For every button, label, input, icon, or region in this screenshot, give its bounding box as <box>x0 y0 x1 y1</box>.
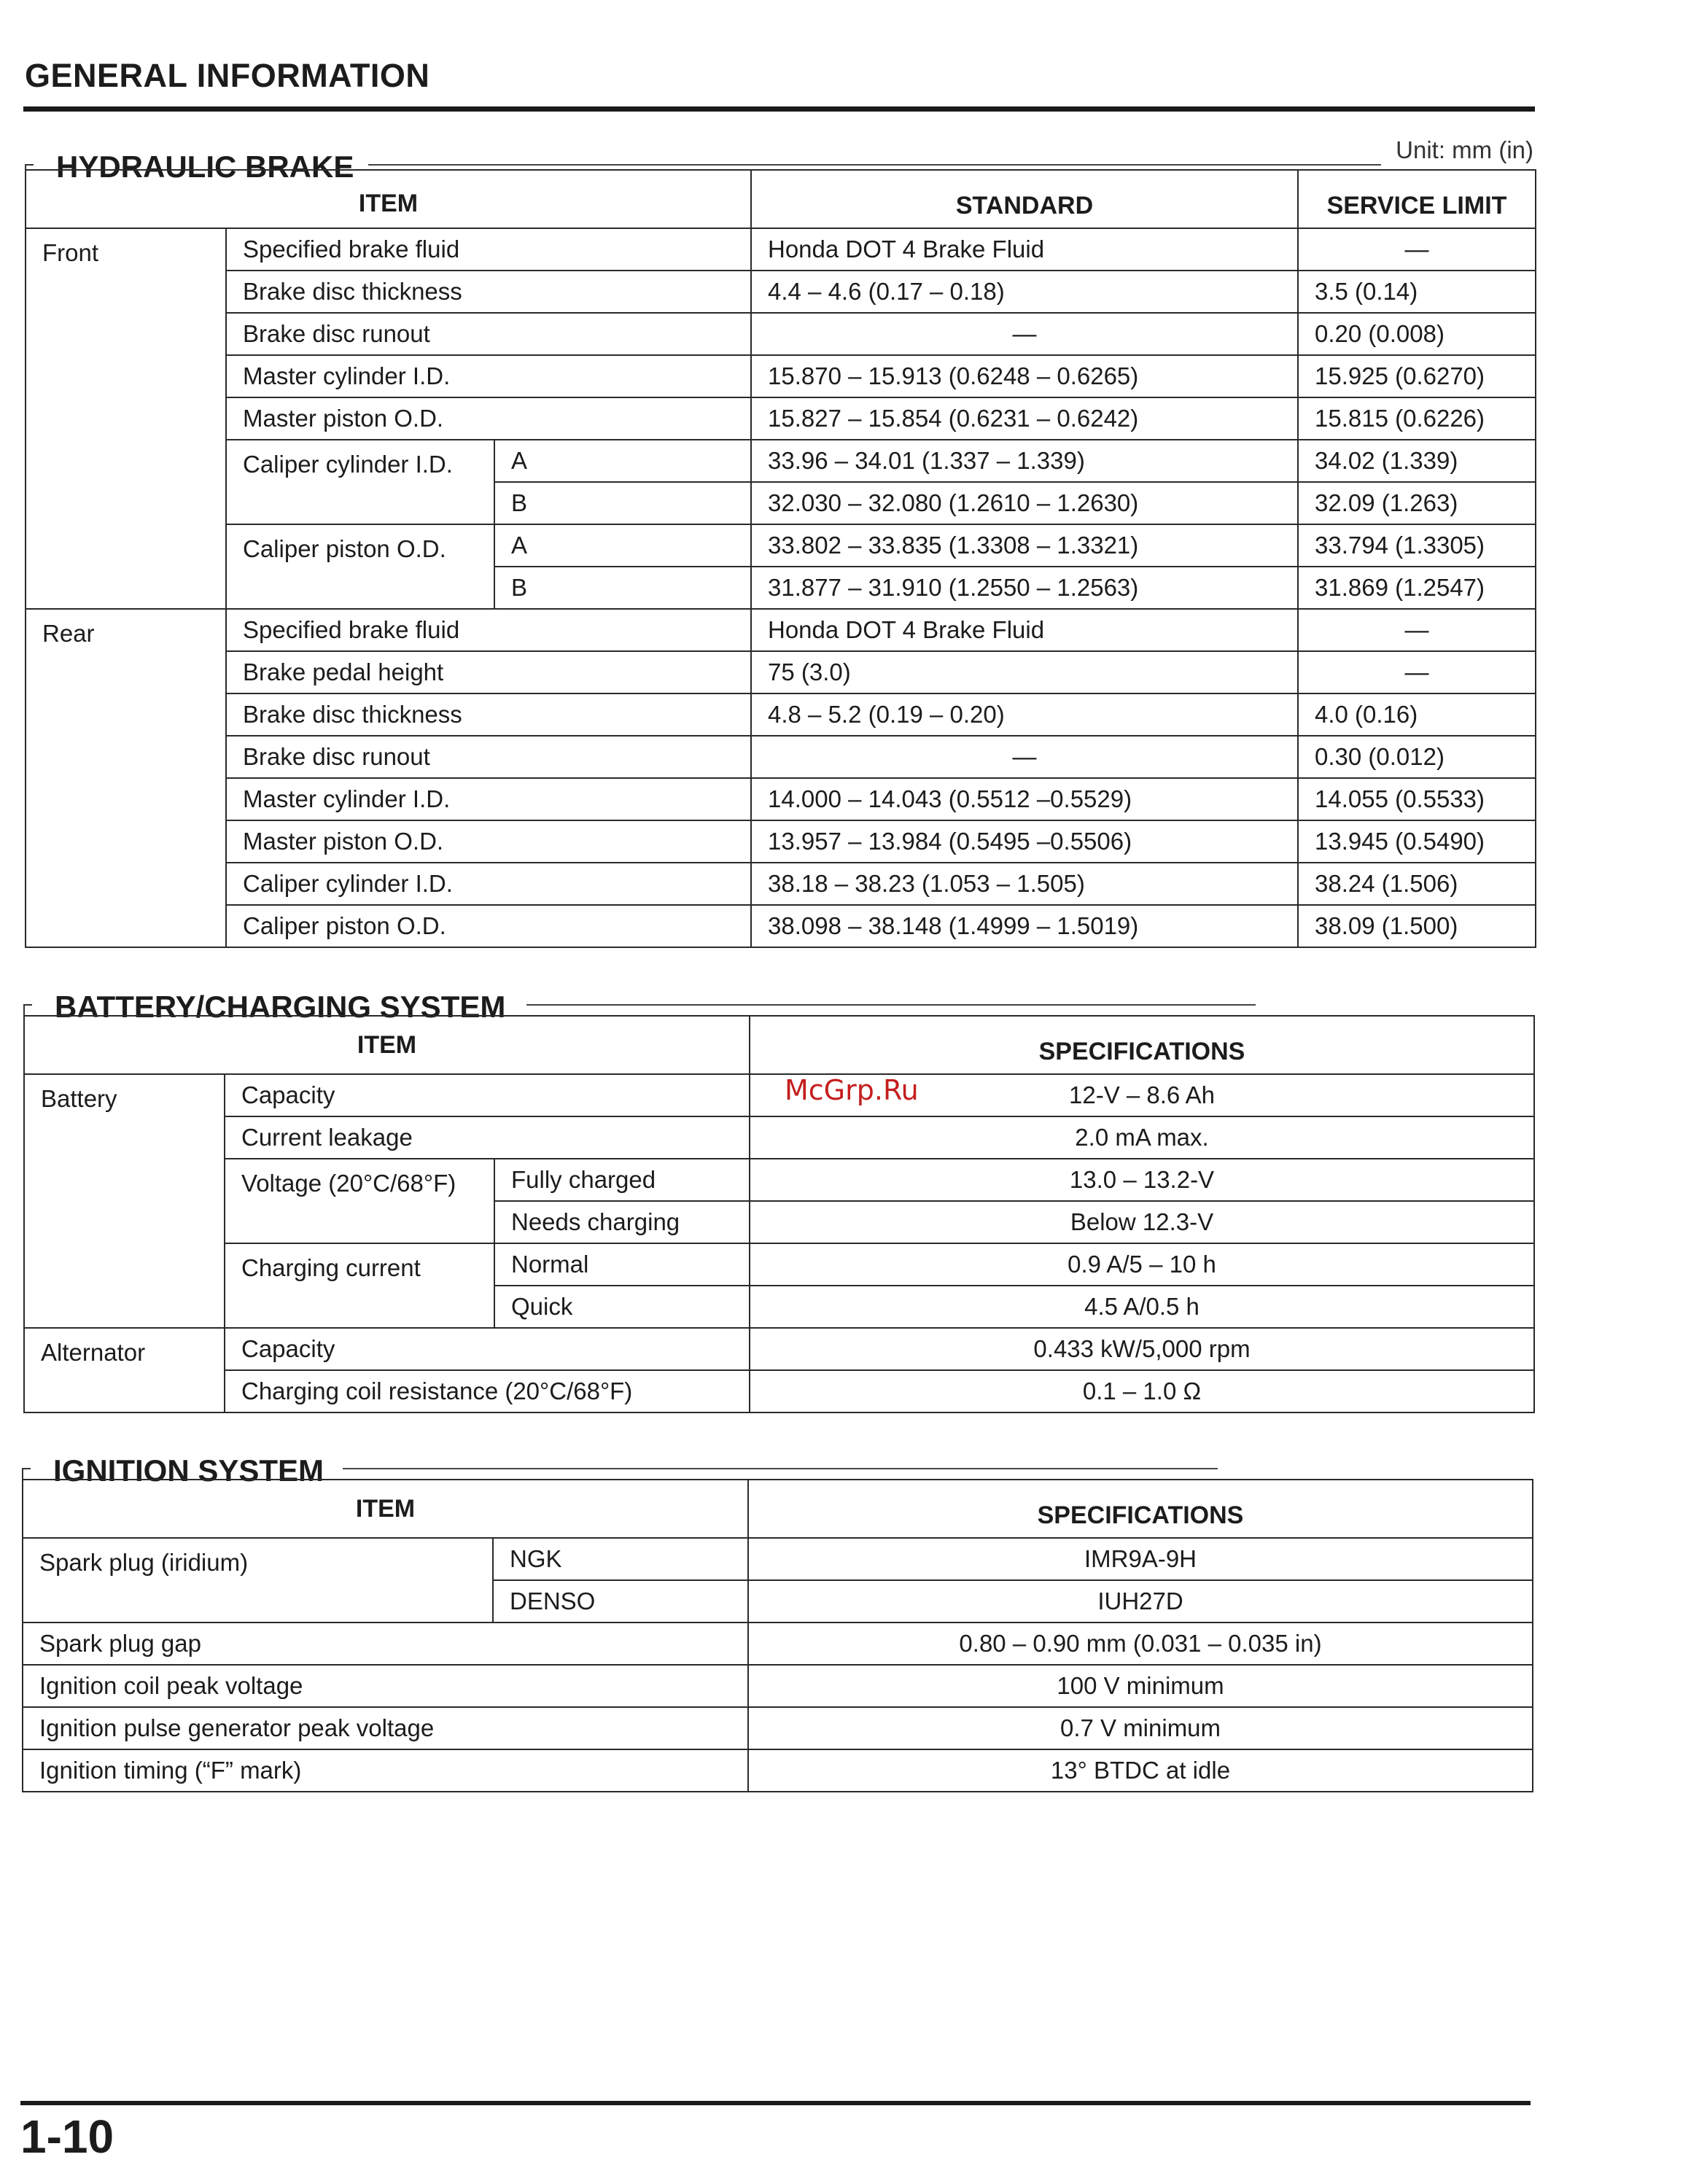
table-row <box>26 693 1536 736</box>
limit-cell: 14.055 (0.5533) <box>1298 778 1536 820</box>
table-row <box>24 1243 1534 1286</box>
sub-item-cell: A <box>494 440 751 482</box>
sub-item-cell: A <box>494 524 751 567</box>
spec-cell: 0.1 – 1.0 Ω <box>750 1370 1534 1412</box>
table-row <box>23 1538 1533 1580</box>
ignition-title: IGNITION SYSTEM <box>53 1453 338 1488</box>
col-standard-header: STANDARD <box>751 170 1298 228</box>
item-cell: Brake disc runout <box>226 736 751 778</box>
sub-item-cell: B <box>494 567 751 609</box>
unit-note: Unit: mm (in) <box>1396 136 1533 163</box>
spec-cell: 2.0 mA max. <box>750 1116 1534 1159</box>
standard-cell: Honda DOT 4 Brake Fluid <box>751 609 1298 651</box>
standard-cell: 38.098 – 38.148 (1.4999 – 1.5019) <box>751 905 1298 947</box>
title-rule <box>23 106 1535 112</box>
limit-cell: 15.925 (0.6270) <box>1298 355 1536 397</box>
spec-cell: 0.80 – 0.90 mm (0.031 – 0.035 in) <box>748 1623 1533 1665</box>
page-number: 1-10 <box>20 2110 114 2163</box>
col-item-header: ITEM <box>24 1016 750 1074</box>
sub-item-cell: Quick <box>494 1286 750 1328</box>
table-row <box>26 778 1536 820</box>
col-specifications-header: SPECIFICATIONS <box>750 1016 1534 1074</box>
col-item-header: ITEM <box>23 1480 748 1538</box>
standard-cell: 75 (3.0) <box>751 651 1298 693</box>
table-row <box>26 440 1536 482</box>
item-cell: Caliper cylinder I.D. <box>226 440 494 524</box>
table-row <box>26 820 1536 863</box>
table-row <box>24 1116 1534 1159</box>
item-cell: Caliper piston O.D. <box>226 905 751 947</box>
table-row <box>26 355 1536 397</box>
standard-cell: 14.000 – 14.043 (0.5512 –0.5529) <box>751 778 1298 820</box>
group-label-battery: Battery <box>24 1074 225 1328</box>
table-row <box>23 1665 1533 1707</box>
ignition-table <box>22 1479 1533 1792</box>
hydraulic-brake-table <box>25 169 1536 948</box>
table-row <box>26 524 1536 567</box>
spec-cell: 0.433 kW/5,000 rpm <box>750 1328 1534 1370</box>
item-cell: Spark plug (iridium) <box>23 1538 493 1623</box>
item-cell: Specified brake fluid <box>226 228 751 271</box>
item-cell: Ignition timing (“F” mark) <box>23 1749 748 1792</box>
group-label-front: Front <box>26 228 226 609</box>
item-cell: Brake disc thickness <box>226 693 751 736</box>
limit-cell: — <box>1298 651 1536 693</box>
standard-cell: 15.827 – 15.854 (0.6231 – 0.6242) <box>751 397 1298 440</box>
col-item-header: ITEM <box>26 170 751 228</box>
standard-cell: — <box>751 736 1298 778</box>
spec-cell: 12-V – 8.6 Ah <box>750 1074 1534 1116</box>
group-label-rear: Rear <box>26 609 226 947</box>
table-row <box>24 1159 1534 1201</box>
table-header-row <box>23 1480 1533 1538</box>
spec-cell: 13.0 – 13.2-V <box>750 1159 1534 1201</box>
item-cell: Master cylinder I.D. <box>226 778 751 820</box>
spec-cell: 0.7 V minimum <box>748 1707 1533 1749</box>
spec-cell: 4.5 A/0.5 h <box>750 1286 1534 1328</box>
limit-cell: — <box>1298 228 1536 271</box>
standard-cell: 13.957 – 13.984 (0.5495 –0.5506) <box>751 820 1298 863</box>
table-row <box>26 736 1536 778</box>
sub-item-cell: Normal <box>494 1243 750 1286</box>
item-cell: Brake disc runout <box>226 313 751 355</box>
item-cell: Caliper cylinder I.D. <box>226 863 751 905</box>
standard-cell: 33.802 – 33.835 (1.3308 – 1.3321) <box>751 524 1298 567</box>
item-cell: Capacity <box>225 1074 750 1116</box>
standard-cell: 31.877 – 31.910 (1.2550 – 1.2563) <box>751 567 1298 609</box>
spec-cell: IUH27D <box>748 1580 1533 1623</box>
table-row <box>23 1749 1533 1792</box>
standard-cell: — <box>751 313 1298 355</box>
sub-item-cell: DENSO <box>493 1580 748 1623</box>
limit-cell: 32.09 (1.263) <box>1298 482 1536 524</box>
item-cell: Current leakage <box>225 1116 750 1159</box>
standard-cell: 4.8 – 5.2 (0.19 – 0.20) <box>751 693 1298 736</box>
table-header-row <box>26 170 1536 228</box>
footer-rule <box>20 2101 1531 2105</box>
item-cell: Charging coil resistance (20°C/68°F) <box>225 1370 750 1412</box>
battery-table <box>23 1015 1535 1413</box>
group-label-alternator: Alternator <box>24 1328 225 1412</box>
limit-cell: 4.0 (0.16) <box>1298 693 1536 736</box>
sub-item-cell: NGK <box>493 1538 748 1580</box>
item-cell: Capacity <box>225 1328 750 1370</box>
item-cell: Brake disc thickness <box>226 271 751 313</box>
table-row <box>23 1623 1533 1665</box>
col-specifications-header: SPECIFICATIONS <box>748 1480 1533 1538</box>
hydraulic-brake-title: HYDRAULIC BRAKE <box>56 149 368 184</box>
limit-cell: 3.5 (0.14) <box>1298 271 1536 313</box>
col-service-limit-header: SERVICE LIMIT <box>1298 170 1536 228</box>
limit-cell: 0.20 (0.008) <box>1298 313 1536 355</box>
table-row <box>26 863 1536 905</box>
table-row <box>24 1074 1534 1116</box>
spec-cell: IMR9A-9H <box>748 1538 1533 1580</box>
limit-cell: 38.24 (1.506) <box>1298 863 1536 905</box>
table-row <box>26 905 1536 947</box>
table-row <box>26 313 1536 355</box>
limit-cell: — <box>1298 609 1536 651</box>
item-cell: Specified brake fluid <box>226 609 751 651</box>
standard-cell: Honda DOT 4 Brake Fluid <box>751 228 1298 271</box>
limit-cell: 13.945 (0.5490) <box>1298 820 1536 863</box>
standard-cell: 4.4 – 4.6 (0.17 – 0.18) <box>751 271 1298 313</box>
table-row <box>26 228 1536 271</box>
item-cell: Ignition coil peak voltage <box>23 1665 748 1707</box>
item-cell: Master cylinder I.D. <box>226 355 751 397</box>
standard-cell: 33.96 – 34.01 (1.337 – 1.339) <box>751 440 1298 482</box>
sub-item-cell: B <box>494 482 751 524</box>
watermark: McGrp.Ru <box>785 1074 919 1106</box>
table-header-row <box>24 1016 1534 1074</box>
limit-cell: 0.30 (0.012) <box>1298 736 1536 778</box>
limit-cell: 15.815 (0.6226) <box>1298 397 1536 440</box>
item-cell: Master piston O.D. <box>226 820 751 863</box>
battery-title: BATTERY/CHARGING SYSTEM <box>55 990 520 1025</box>
table-row <box>26 651 1536 693</box>
spec-cell: 13° BTDC at idle <box>748 1749 1533 1792</box>
spec-cell: 100 V minimum <box>748 1665 1533 1707</box>
item-cell: Master piston O.D. <box>226 397 751 440</box>
item-cell: Charging current <box>225 1243 494 1328</box>
limit-cell: 34.02 (1.339) <box>1298 440 1536 482</box>
standard-cell: 15.870 – 15.913 (0.6248 – 0.6265) <box>751 355 1298 397</box>
limit-cell: 38.09 (1.500) <box>1298 905 1536 947</box>
table-row <box>26 609 1536 651</box>
item-cell: Brake pedal height <box>226 651 751 693</box>
page-title: GENERAL INFORMATION <box>25 57 430 94</box>
limit-cell: 31.869 (1.2547) <box>1298 567 1536 609</box>
spec-cell: 0.9 A/5 – 10 h <box>750 1243 1534 1286</box>
spec-cell: Below 12.3-V <box>750 1201 1534 1243</box>
sub-item-cell: Fully charged <box>494 1159 750 1201</box>
item-cell: Ignition pulse generator peak voltage <box>23 1707 748 1749</box>
table-row <box>24 1370 1534 1412</box>
sub-item-cell: Needs charging <box>494 1201 750 1243</box>
table-row <box>26 397 1536 440</box>
item-cell: Spark plug gap <box>23 1623 748 1665</box>
table-row <box>23 1707 1533 1749</box>
item-cell: Voltage (20°C/68°F) <box>225 1159 494 1243</box>
standard-cell: 32.030 – 32.080 (1.2610 – 1.2630) <box>751 482 1298 524</box>
table-row <box>24 1328 1534 1370</box>
standard-cell: 38.18 – 38.23 (1.053 – 1.505) <box>751 863 1298 905</box>
table-row <box>26 271 1536 313</box>
limit-cell: 33.794 (1.3305) <box>1298 524 1536 567</box>
item-cell: Caliper piston O.D. <box>226 524 494 609</box>
